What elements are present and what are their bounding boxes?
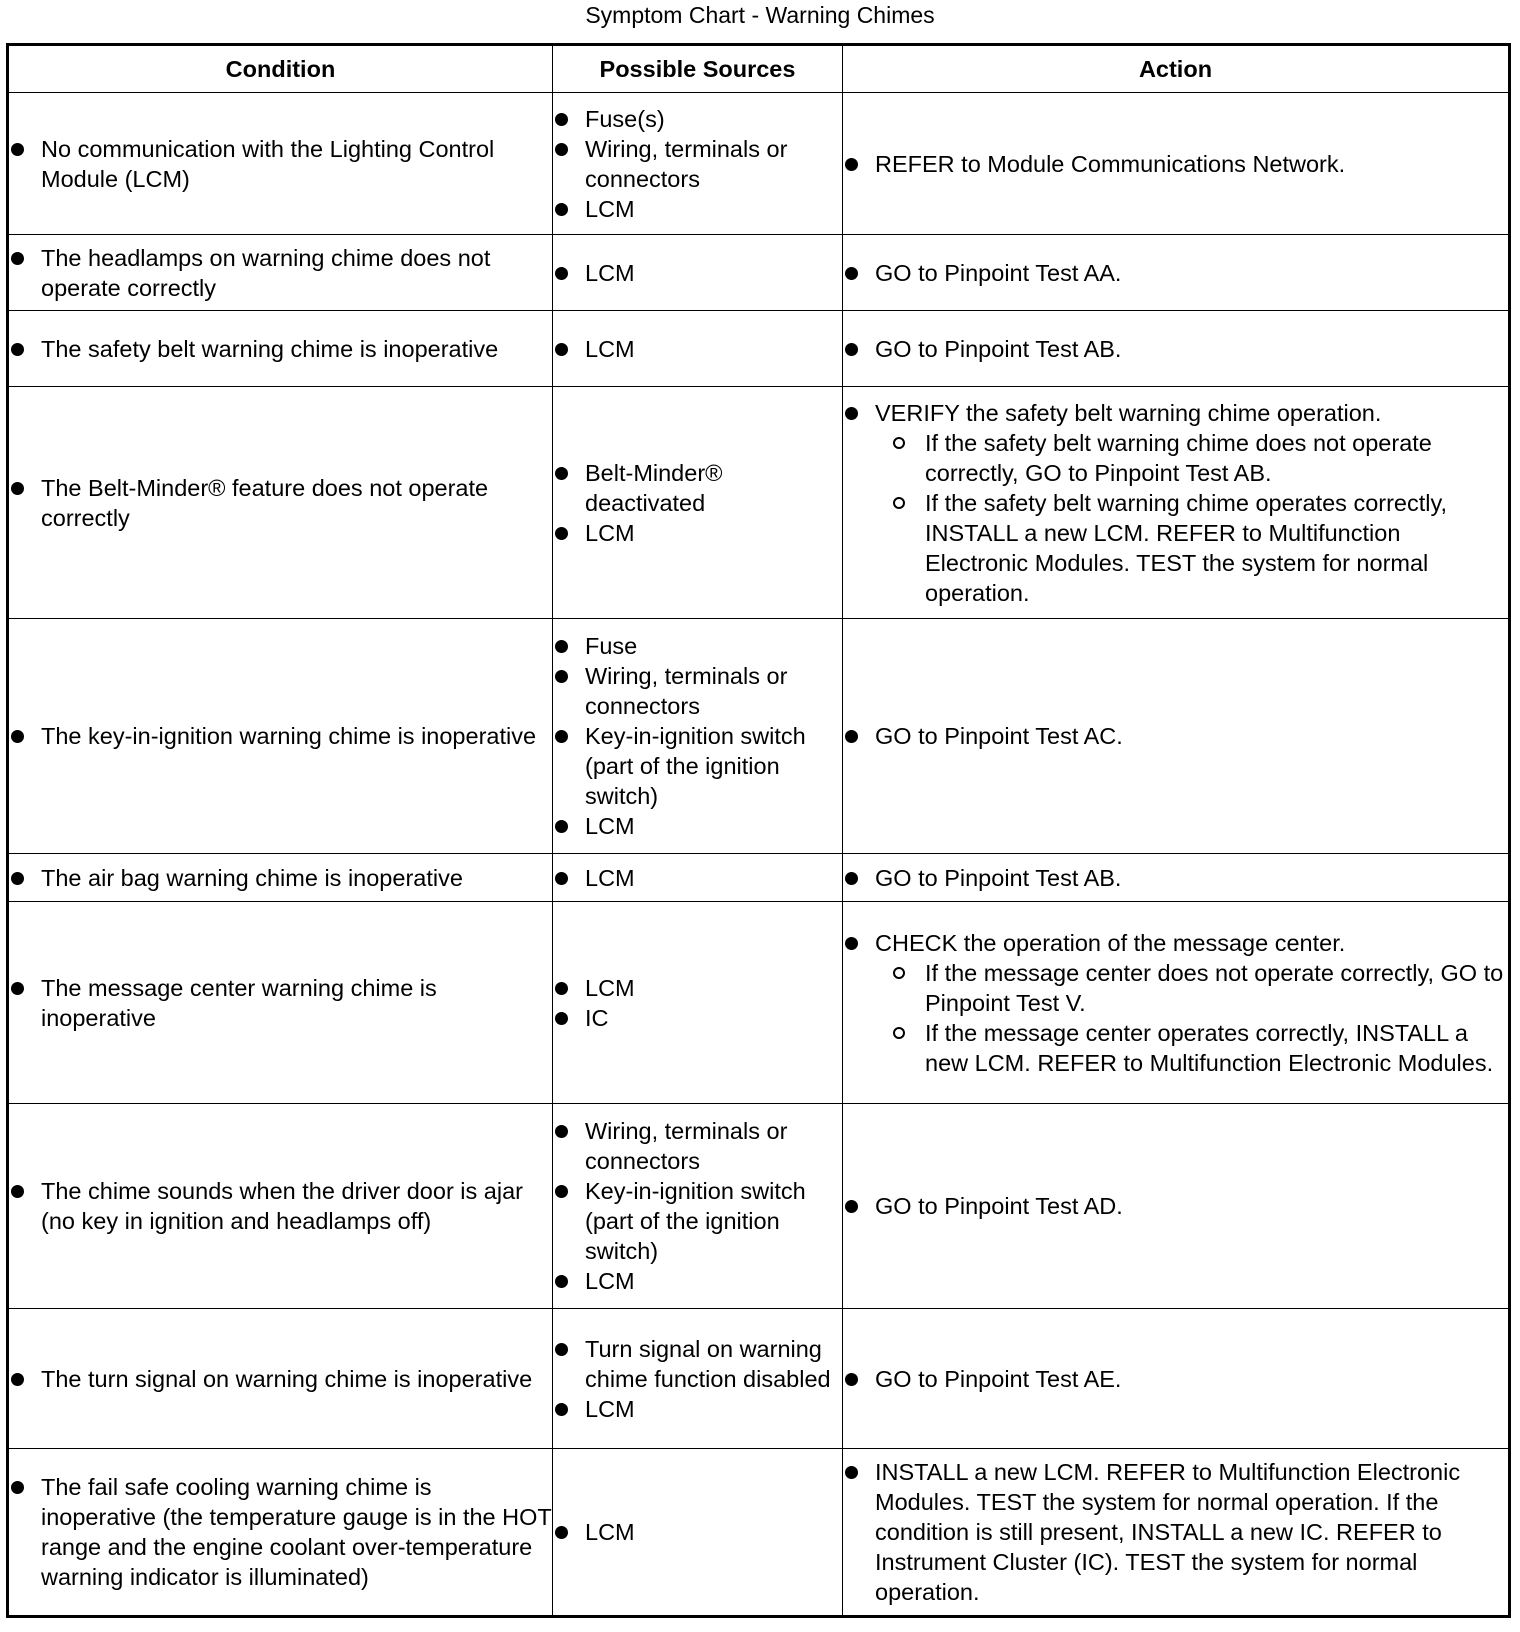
action-item xyxy=(843,721,1508,751)
source-item: Key-in-ignition switch (part of the ignition switch) xyxy=(553,1176,842,1266)
table-row xyxy=(8,387,1510,619)
action-cell xyxy=(843,235,1510,311)
action-cell xyxy=(843,1449,1510,1617)
action-text: GO to Pinpoint Test AA. xyxy=(875,259,1122,286)
action-text: GO to Pinpoint Test AB. xyxy=(875,864,1122,891)
table-row xyxy=(8,1309,1510,1449)
condition-text: The air bag warning chime is inoperative xyxy=(9,863,552,893)
source-item: Fuse(s) xyxy=(553,104,842,134)
action-sub-item: If the message center operates correctly, INSTALL a new LCM. REFER to Multifunction Electronic Modules. xyxy=(893,1018,1508,1078)
header-action: Action xyxy=(843,45,1510,93)
condition-text: The Belt-Minder® feature does not operate correctly xyxy=(9,473,552,533)
table-row xyxy=(8,1104,1510,1309)
possible-sources-cell xyxy=(553,311,843,387)
source-item: Wiring, terminals or connectors xyxy=(553,134,842,194)
action-text: VERIFY the safety belt warning chime operation. xyxy=(875,399,1382,426)
source-item: IC xyxy=(553,1003,842,1033)
possible-sources-cell xyxy=(553,854,843,902)
action-sub-item: If the safety belt warning chime does not operate correctly, GO to Pinpoint Test AB. xyxy=(893,428,1508,488)
action-cell xyxy=(843,902,1510,1104)
possible-sources-cell xyxy=(553,1104,843,1309)
source-item: LCM xyxy=(553,1266,842,1296)
header-row xyxy=(8,45,1510,93)
possible-sources-cell xyxy=(553,235,843,311)
possible-sources-cell xyxy=(553,902,843,1104)
possible-sources-cell xyxy=(553,1309,843,1449)
action-item xyxy=(843,398,1508,608)
action-item xyxy=(843,1457,1508,1607)
action-text: INSTALL a new LCM. REFER to Multifunction Electronic Modules. TEST the system for normal operation. If the condition is still present, INSTALL a new IC. REFER to Instrument Cluster (IC). TEST the system for normal operation. xyxy=(875,1459,1461,1605)
source-item: LCM xyxy=(553,1394,842,1424)
action-cell xyxy=(843,854,1510,902)
condition-text: The chime sounds when the driver door is ajar (no key in ignition and headlamps off) xyxy=(9,1176,552,1236)
header-condition: Condition xyxy=(8,45,553,93)
source-item: LCM xyxy=(553,518,842,548)
table-row xyxy=(8,1449,1510,1617)
condition-cell xyxy=(8,1104,553,1309)
action-item xyxy=(843,1191,1508,1221)
action-cell xyxy=(843,1309,1510,1449)
condition-text: The fail safe cooling warning chime is inoperative (the temperature gauge is in the HOT range and the engine coolant over-temperature warning indicator is illuminated) xyxy=(9,1472,552,1592)
action-item xyxy=(843,334,1508,364)
condition-text: The safety belt warning chime is inoperative xyxy=(9,334,552,364)
condition-cell xyxy=(8,1449,553,1617)
symptom-chart-table xyxy=(6,43,1511,1618)
table-row xyxy=(8,902,1510,1104)
table-row xyxy=(8,311,1510,387)
action-text: CHECK the operation of the message center. xyxy=(875,929,1346,956)
source-item: LCM xyxy=(553,334,842,364)
possible-sources-cell xyxy=(553,93,843,235)
source-item: Wiring, terminals or connectors xyxy=(553,661,842,721)
condition-cell xyxy=(8,235,553,311)
source-item: Key-in-ignition switch (part of the ignition switch) xyxy=(553,721,842,811)
condition-cell xyxy=(8,1309,553,1449)
action-item xyxy=(843,1364,1508,1394)
action-sub-item: If the safety belt warning chime operates correctly, INSTALL a new LCM. REFER to Multifunction Electronic Modules. TEST the system for normal operation. xyxy=(893,488,1508,608)
source-item: LCM xyxy=(553,811,842,841)
action-text: REFER to Module Communications Network. xyxy=(875,150,1346,177)
action-text: GO to Pinpoint Test AE. xyxy=(875,1365,1122,1392)
action-cell xyxy=(843,93,1510,235)
header-possible-sources: Possible Sources xyxy=(553,45,843,93)
action-cell xyxy=(843,619,1510,854)
table-row xyxy=(8,235,1510,311)
possible-sources-cell xyxy=(553,387,843,619)
source-item: LCM xyxy=(553,863,842,893)
condition-cell xyxy=(8,902,553,1104)
condition-text: The message center warning chime is inoperative xyxy=(9,973,552,1033)
condition-cell xyxy=(8,854,553,902)
source-item: LCM xyxy=(553,973,842,1003)
possible-sources-cell xyxy=(553,1449,843,1617)
action-text: GO to Pinpoint Test AB. xyxy=(875,335,1122,362)
source-item: Belt-Minder® deactivated xyxy=(553,458,842,518)
action-item xyxy=(843,149,1508,179)
condition-cell xyxy=(8,619,553,854)
condition-cell xyxy=(8,311,553,387)
table-row xyxy=(8,93,1510,235)
source-item: LCM xyxy=(553,1517,842,1547)
condition-text: No communication with the Lighting Control Module (LCM) xyxy=(9,134,552,194)
action-text: GO to Pinpoint Test AC. xyxy=(875,723,1123,749)
condition-cell xyxy=(8,387,553,619)
action-sub-item: If the message center does not operate correctly, GO to Pinpoint Test V. xyxy=(893,958,1508,1018)
action-cell xyxy=(843,1104,1510,1309)
action-item xyxy=(843,258,1508,288)
source-item: Wiring, terminals or connectors xyxy=(553,1116,842,1176)
chart-title: Symptom Chart - Warning Chimes xyxy=(585,2,935,28)
action-item xyxy=(843,863,1508,893)
source-item: Turn signal on warning chime function disabled xyxy=(553,1334,842,1394)
action-cell xyxy=(843,311,1510,387)
table-row xyxy=(8,854,1510,902)
source-item: Fuse xyxy=(553,631,842,661)
possible-sources-cell xyxy=(553,619,843,854)
condition-text: The turn signal on warning chime is inoperative xyxy=(9,1364,552,1394)
action-text: GO to Pinpoint Test AD. xyxy=(875,1193,1123,1219)
condition-text: The key-in-ignition warning chime is inoperative xyxy=(9,721,552,751)
condition-text: The headlamps on warning chime does not operate correctly xyxy=(9,243,552,303)
table-row xyxy=(8,619,1510,854)
source-item: LCM xyxy=(553,258,842,288)
source-item: LCM xyxy=(553,194,842,224)
condition-cell xyxy=(8,93,553,235)
action-item xyxy=(843,928,1508,1078)
action-cell xyxy=(843,387,1510,619)
